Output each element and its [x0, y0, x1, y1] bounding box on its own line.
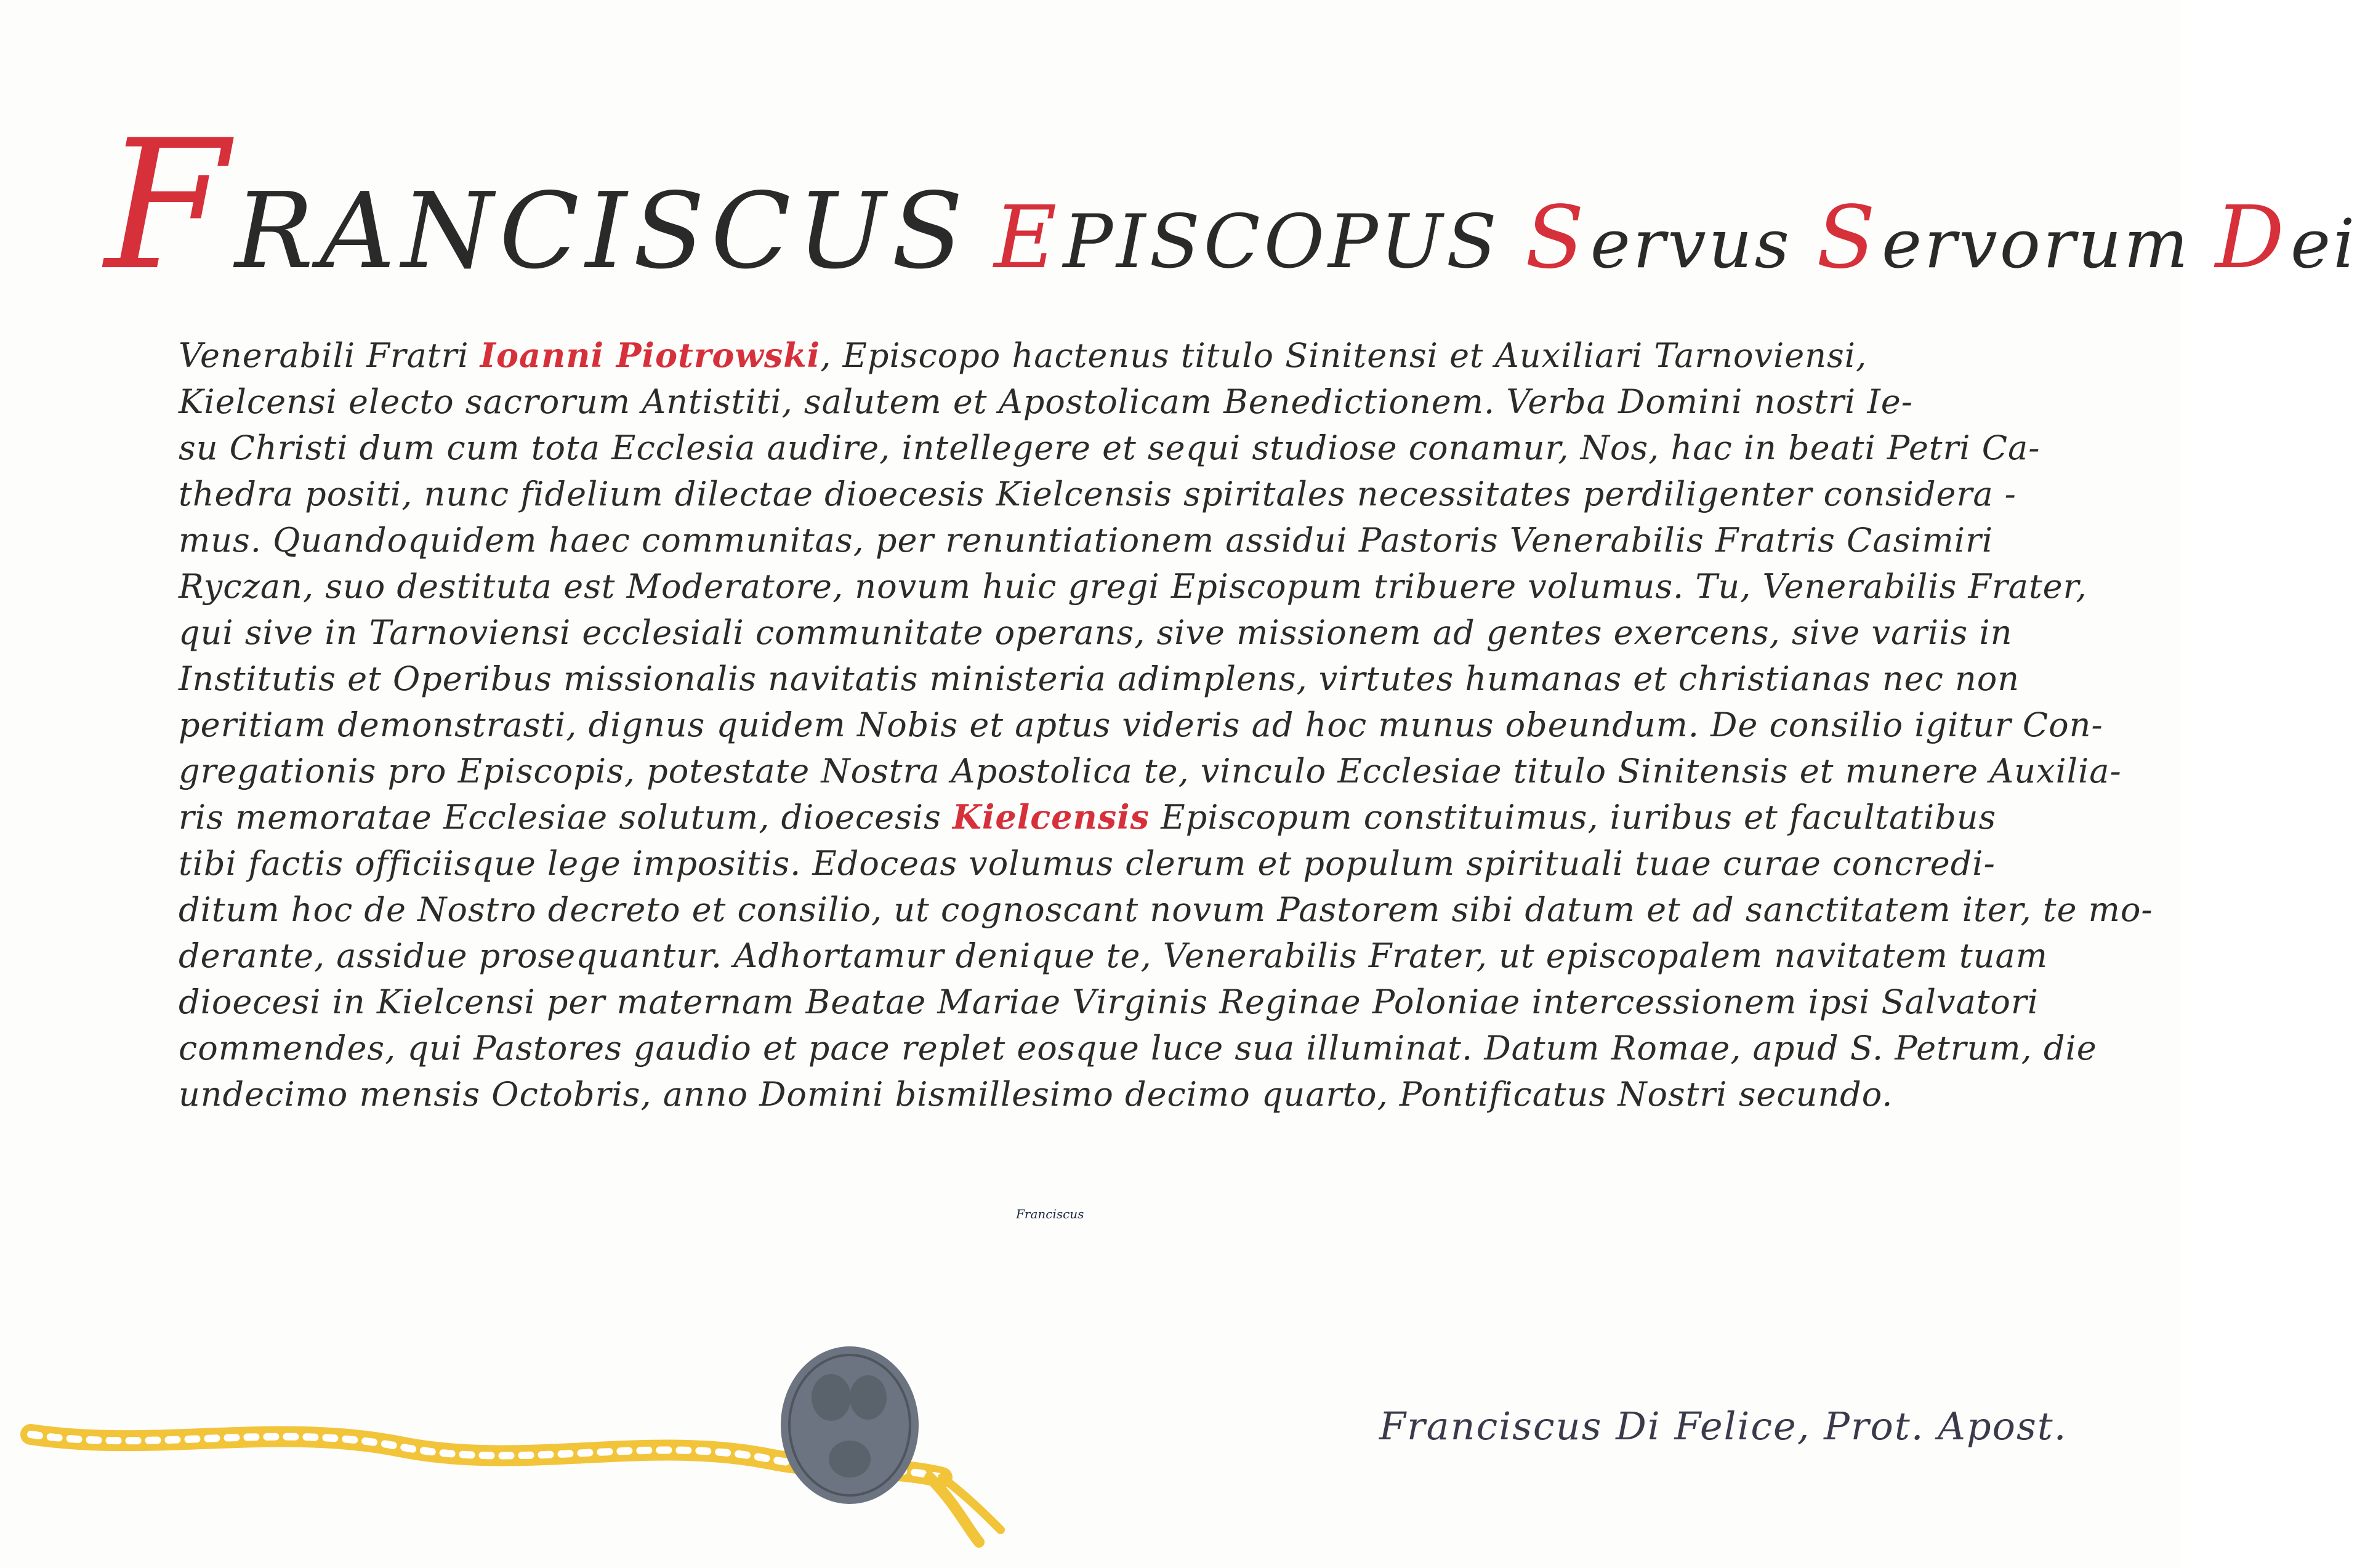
heading-episcopus-initial: E — [994, 188, 1063, 288]
lead-seal — [776, 1342, 924, 1508]
body-line-8: Institutis et Operibus missionalis navitatis ministeria adimplens, virtutes humanas et christianas nec non — [179, 659, 2020, 698]
body-line-6: Ryczan, suo destituta est Moderatore, novum huic gregi Episcopum tribuere volumus. Tu, Venerabilis Frater, — [179, 567, 2087, 606]
heading-servorum-rest: ervorum — [1881, 204, 2191, 283]
heading-name-rest: RANCISCUS — [235, 171, 970, 292]
document-body — [179, 332, 2153, 1117]
heading-dei-rest: ei — [2290, 204, 2357, 283]
document-heading — [105, 102, 2357, 320]
body-line-9: peritiam demonstrasti, dignus quidem Nobis et aptus videris ad hoc munus obeundum. De consilio igitur Con- — [179, 706, 2103, 744]
heading-servorum-initial: S — [1816, 188, 1882, 288]
heading-initial-letter: F — [105, 102, 235, 310]
body-line-16: commendes, qui Pastores gaudio et pace replet eosque luce sua illuminat. Datum Romae, apud S. Petrum, die — [179, 1029, 2097, 1067]
body-line-17: undecimo mensis Octobris, anno Domini bismillesimo decimo quarto, Pontificatus Nostri secundo. — [179, 1075, 1893, 1114]
pope-signature-small: Franciscus — [1016, 1207, 1084, 1221]
body-line-11: ris memoratae Ecclesiae solutum, dioecesis Kielcensis Episcopum constituimus, iuribus et facultatibus — [179, 797, 1997, 837]
diocese-name: Kielcensis — [952, 797, 1150, 837]
body-line-4: thedra positi, nunc fidelium dilectae dioecesis Kielcensis spiritales necessitates perdiligenter considera - — [179, 475, 2017, 513]
body-line-2: Kielcensi electo sacrorum Antistiti, salutem et Apostolicam Benedictionem. Verba Domini nostri Ie- — [179, 382, 1914, 421]
body-line-14: derante, assidue prosequantur. Adhortamur denique te, Venerabilis Frater, ut episcopalem navitatem tuam — [179, 936, 2048, 975]
heading-servus-initial: S — [1525, 188, 1590, 288]
body-line-3: su Christi dum cum tota Ecclesia audire, intellegere et sequi studiose conamur, Nos, hac in beati Petri Ca- — [179, 428, 2041, 467]
protonotary-signature: Franciscus Di Felice, Prot. Apost. — [1379, 1404, 2068, 1449]
recipient-name: Ioanni Piotrowski — [480, 336, 821, 375]
body-line-15: dioecesi in Kielcensi per maternam Beatae Mariae Virginis Reginae Poloniae intercessionem ipsi Salvatori — [179, 983, 2039, 1021]
body-line-7: qui sive in Tarnoviensi ecclesiali communitate operans, sive missionem ad gentes exercens, sive variis in — [179, 613, 2013, 652]
body-line-1: Venerabili Fratri Ioanni Piotrowski, Episcopo hactenus titulo Sinitensi et Auxiliari Tarnoviensi, — [179, 336, 1867, 375]
heading-dei-initial: D — [2215, 188, 2291, 288]
body-line-12: tibi factis officiisque lege impositis. Edoceas volumus clerum et populum spirituali tuae curae concredi- — [179, 844, 1996, 883]
heading-servus-rest: ervus — [1590, 204, 1792, 283]
body-line-10: gregationis pro Episcopis, potestate Nostra Apostolica te, vinculo Ecclesiae titulo Sinitensis et munere Auxilia- — [179, 752, 2122, 790]
heading-episcopus-rest: PISCOPUS — [1063, 199, 1501, 285]
body-line-13: ditum hoc de Nostro decreto et consilio, ut cognoscant novum Pastorem sibi datum et ad sanctitatem iter, te mo- — [179, 890, 2153, 929]
body-line-5: mus. Quandoquidem haec communitas, per renuntiationem assidui Pastoris Venerabilis Fratris Casimiri — [179, 521, 1994, 560]
